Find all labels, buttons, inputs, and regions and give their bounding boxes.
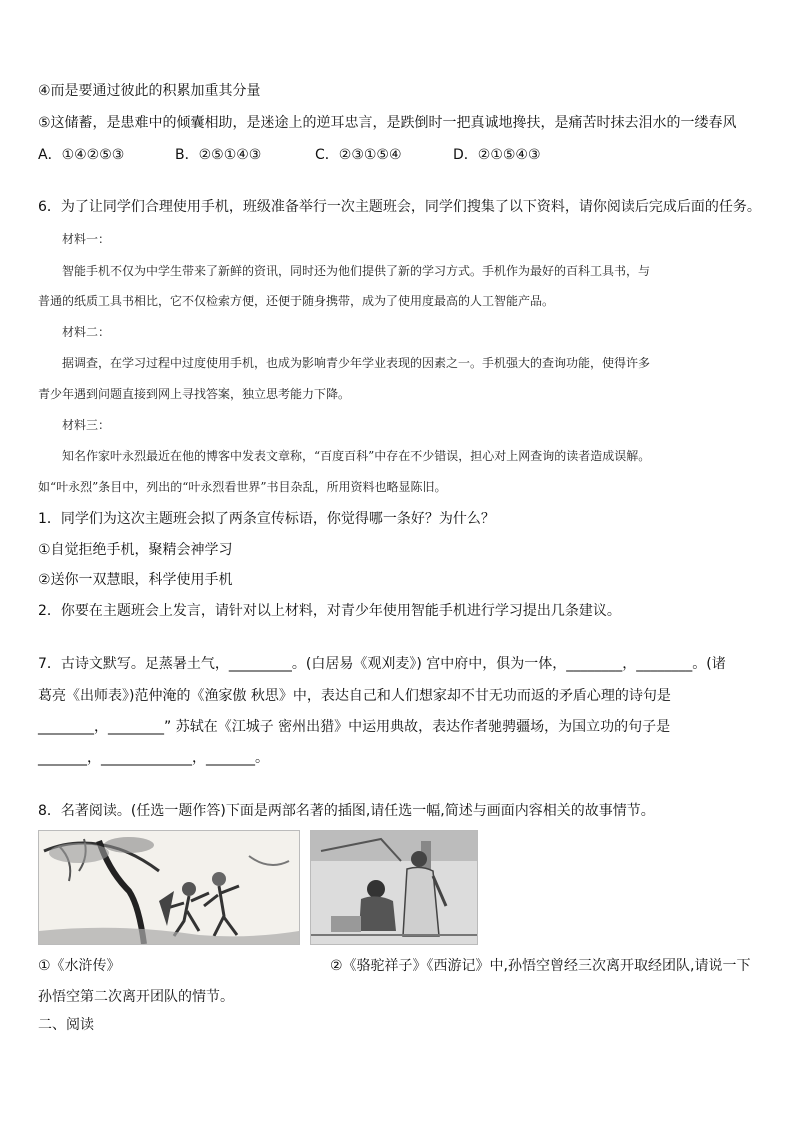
material-1-line-1: 智能手机不仅为中学生带来了新鲜的资讯，同时还为他们提供了新的学习方式。手机作为最好的百科工具书，与 xyxy=(62,264,651,278)
material-2-line-1: 据调查，在学习过程中过度使用手机，也成为影响青少年学业表现的因素之一。手机强大的查询功能，使得许多 xyxy=(62,356,651,370)
q8-label-1: ①《水浒传》 xyxy=(38,958,121,974)
material-3-line-2: 如“叶永烈”条目中，列出的“叶永烈看世界”书目杂乱，所用资料也略显陈旧。 xyxy=(38,480,447,494)
q7-line-3: ________，________” 苏轼在《江城子 密州出猎》中运用典故，表达作者驰骋疆场，为国立功的句子是 xyxy=(38,719,671,735)
q5-option-c: C．②③①⑤④ xyxy=(315,147,402,163)
q7-line-2: 葛亮《出师表》)范仲淹的《渔家傲 秋思》中，表达自己和人们想家却不甘无功而返的矛盾心理的诗句是 xyxy=(38,688,671,704)
q7-line-4: _______，_____________，_______。 xyxy=(38,750,269,766)
q5-item-4: ④而是要通过彼此的积累加重其分量 xyxy=(38,83,261,99)
q6-slogan-2: ②送你一双慧眼，科学使用手机 xyxy=(38,572,233,588)
q5-item-5: ⑤这储蓄，是患难中的倾囊相助，是迷途上的逆耳忠言，是跌倒时一把真诚地搀扶，是痛苦时抹去泪水的一缕春风 xyxy=(38,115,737,131)
material-1-title: 材料一： xyxy=(62,232,111,246)
illustration-water-margin xyxy=(38,830,300,945)
material-3-title: 材料三： xyxy=(62,418,111,432)
q6-slogan-1: ①自觉拒绝手机，聚精会神学习 xyxy=(38,542,233,558)
q8-line-2: 孙悟空第二次离开团队的情节。 xyxy=(38,989,234,1005)
q5-option-a: A．①④②⑤③ xyxy=(38,147,125,163)
material-3-line-1: 知名作家叶永烈最近在他的博客中发表文章称，“百度百科”中存在不少错误，担心对上网查询的读者造成误解。 xyxy=(62,449,651,463)
q6-task-2: 2．你要在主题班会上发言，请针对以上材料，对青少年使用智能手机进行学习提出几条建议。 xyxy=(38,603,621,619)
q6-stem: 6．为了让同学们合理使用手机，班级准备举行一次主题班会，同学们搜集了以下资料，请你阅读后完成后面的任务。 xyxy=(38,199,761,215)
illustration-camel-xiangzi xyxy=(310,830,478,945)
q5-option-b: B．②⑤①④③ xyxy=(175,147,262,163)
q5-option-d: D．②①⑤④③ xyxy=(453,147,541,163)
material-2-line-2: 青少年遇到问题直接到网上寻找答案，独立思考能力下降。 xyxy=(38,387,351,401)
material-1-line-2: 普通的纸质工具书相比，它不仅检索方便，还便于随身携带，成为了使用度最高的人工智能产品。 xyxy=(38,294,555,308)
material-2-title: 材料二： xyxy=(62,325,111,339)
q8-stem: 8．名著阅读。(任选一题作答)下面是两部名著的插图,请任选一幅,简述与画面内容相关的故事情节。 xyxy=(38,803,655,819)
section-2-heading: 二、阅读 xyxy=(38,1017,94,1033)
q6-task-1: 1．同学们为这次主题班会拟了两条宣传标语，你觉得哪一条好？为什么？ xyxy=(38,511,495,527)
q8-label-2: ②《骆驼祥子》《西游记》中,孙悟空曾经三次离开取经团队,请说一下 xyxy=(330,958,751,974)
q7-line-1: 7．古诗文默写。足蒸暑土气，_________。(白居易《观刈麦》) 宫中府中，俱为一体，________，________。(诸 xyxy=(38,656,726,672)
